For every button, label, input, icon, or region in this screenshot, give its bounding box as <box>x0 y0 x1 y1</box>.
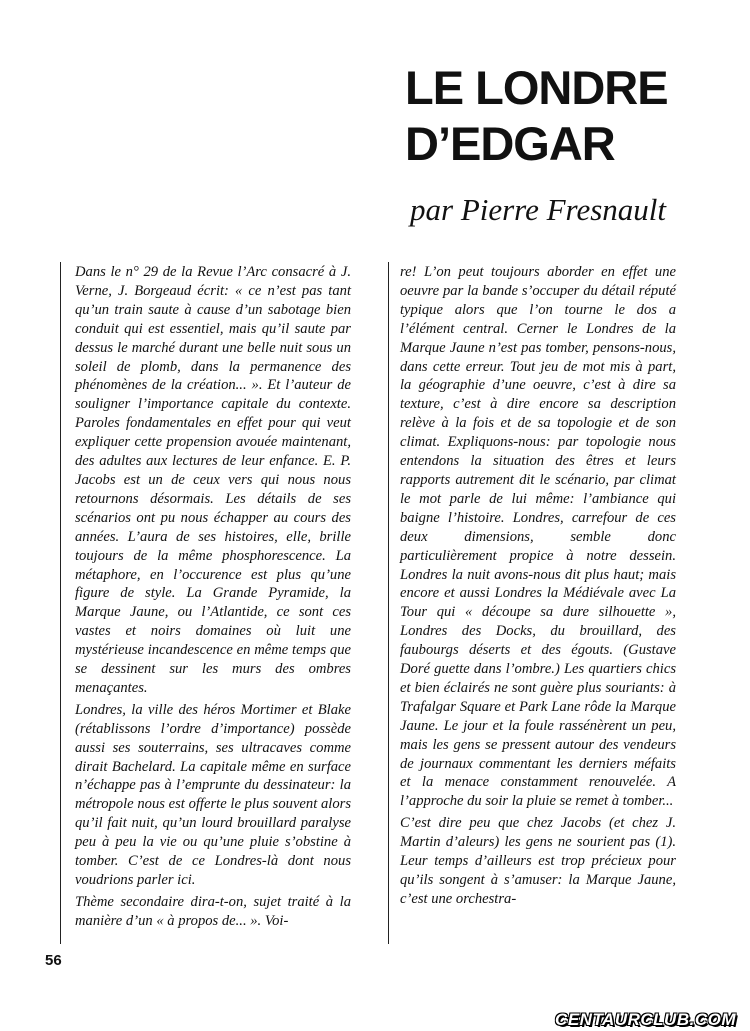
article-title-line-2: D’EDGAR <box>405 117 615 170</box>
left-column-rule <box>60 262 61 944</box>
paragraph: re! L’on peut toujours aborder en effet une oeuvre par la bande s’occuper du détail réputé typique alors que l’on tourne le dos a l’élément central. Cerner le Londres de la Marque Jaune n’est pas tomber, pensons-nous, dans cette erreur. Tout jeu de mot mis à part, la géographie d’une oeuvre, c’est à dire sa texture, c’est à dire encore sa description relève à la fois et de sa topologie et de son climat. Expliquons-nous: par topologie nous entendons la situation des êtres et leurs rapports autrement dit le scénario, par climat le mot parle de lui même: l’ambiance qui baigne l’histoire. Londres, carrefour de ces deux dimensions, semble donc particulièrement propice à notre dessein. Londres la nuit avons-nous dit plus haut; mais encore et aussi Londres la Médiévale avec La Tour qui « découpe sa dure silhouette », Londres des Docks, du brouillard, des faubourgs déserts et des égouts. (Gustave Doré guette dans l’ombre.) Les quartiers chics et bien éclairés ne sont guère plus souriants: à Trafalgar Square et Park Lane rôde la Marque Jaune. Le jour et la foule rassénèrent un peu, mais les gens se pressent autour des vendeurs de journaux commentant les derniers méfaits et la menace constamment renouvelée. A l’approche du soir la pluie se remet à tomber... <box>400 264 676 810</box>
right-column <box>400 263 676 909</box>
left-column <box>75 263 351 931</box>
article-title-line-1: LE LONDRE <box>405 61 668 114</box>
paragraph: Londres, la ville des héros Mortimer et Blake (rétablissons l’ordre d’importance) possède aussi ses souterrains, ses ultracaves comme dirait Bachelard. La capitale même en surface n’échappe pas à l’emprunte du dessinateur: la métropole nous est offerte le plus souvent alors qu’il fait nuit, qu’un lourd brouillard paralyse peu à peu la vie ou qu’une pluie s’obstine à tomber. C’est de ce Londres-là dont nous voudrions parler ici. <box>75 701 351 888</box>
author-byline: par Pierre Fresnault <box>410 192 667 227</box>
page-number: 56 <box>45 952 62 969</box>
column-divider <box>388 262 389 944</box>
site-watermark: CENTAURCLUB.COM <box>555 1010 736 1029</box>
article-title <box>405 60 735 172</box>
paragraph: Thème secondaire dira-t-on, sujet traité à la manière d’un « à propos de... ». Voi- <box>75 893 351 929</box>
paragraph: Dans le n° 29 de la Revue l’Arc consacré à J. Verne, J. Borgeaud écrit: « ce n’est pas tant qu’un train saute à cause d’un sabotage bien conduit qui est essentiel, mais qu’il saute par dessus le marché durant une belle nuit sous un soleil de plomb, dans la permanence des phénomènes de la création... ». Et l’auteur de souligner l’importance capitale du contexte. Paroles fondamentales en effet pour qui veut expliquer cette propension avouée maintenant, des adultes aux lectures de leur enfance. E. P. Jacobs est un de ceux vers qui nous nous retournons désormais. Les détails de ses scénarios ont pu nous échapper au cours des années. L’aura de ses histoires, elle, brille toujours de la même phosphorescence. La métaphore, en l’occurence est plus qu’une figure de style. La Grande Pyramide, la Marque Jaune, ou l’Atlantide, ce sont ces vastes et noirs domaines où luit une mystérieuse incandescence en même temps que se dessinent sur les murs des ombres menaçantes. <box>75 264 351 696</box>
paragraph: C’est dire peu que chez Jacobs (et chez J. Martin d’aleurs) les gens ne sourient pas (1). Leur temps d’ailleurs est trop précieux pour qu’ils songent à s’amuser: la Marque Jaune, c’est une orchestra- <box>400 815 676 907</box>
